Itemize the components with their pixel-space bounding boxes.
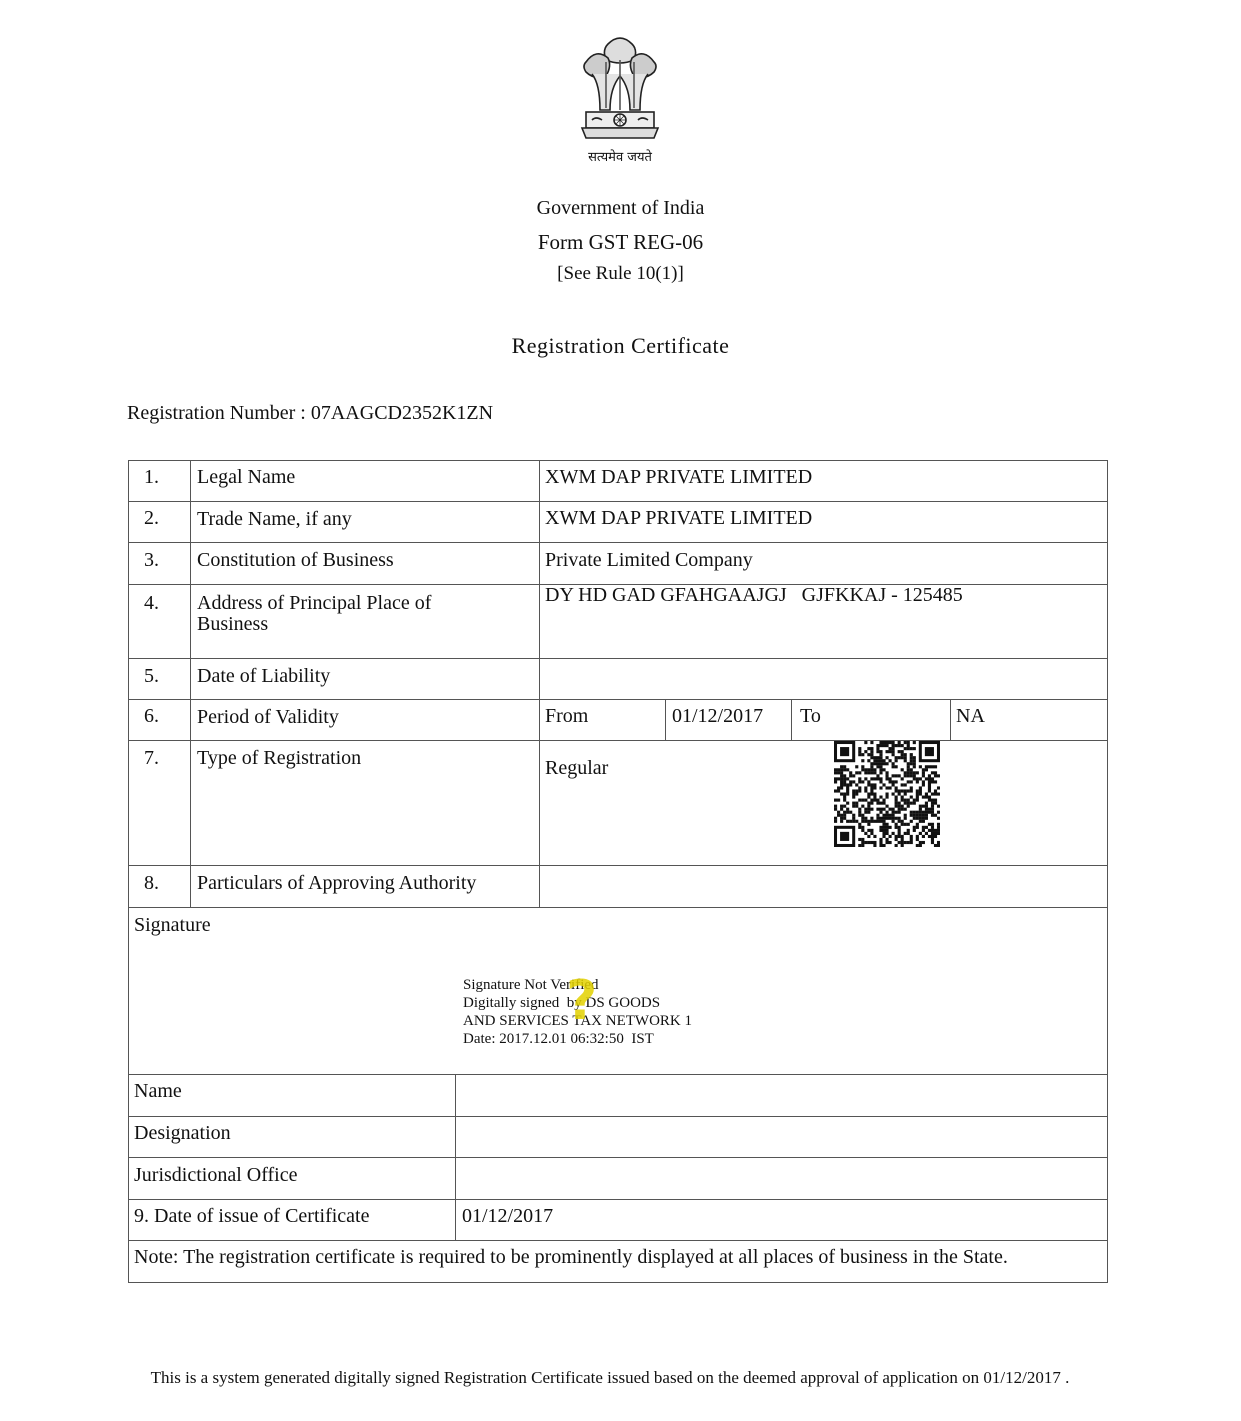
validity-label: Period of Validity <box>197 706 339 728</box>
row-number: 3. <box>144 549 159 571</box>
row-number: 5. <box>144 665 159 687</box>
jurisdictional-office-label: Jurisdictional Office <box>134 1164 298 1186</box>
signature-label: Signature <box>134 914 211 936</box>
signature-signer: Digitally signed by DS GOODS <box>463 995 661 1011</box>
legal-name-label: Legal Name <box>197 466 296 488</box>
validity-to-label: To <box>800 705 821 727</box>
validity-from-value: 01/12/2017 <box>672 705 764 727</box>
row-number: 6. <box>144 705 159 727</box>
national-emblem-icon <box>578 34 662 146</box>
signature-date: Date: 2017.12.01 06:32:50 IST <box>463 1031 654 1047</box>
validity-to-value: NA <box>956 705 985 727</box>
form-title: Form GST REG-06 <box>537 230 704 254</box>
row-number: 2. <box>144 507 159 529</box>
address-value: DY HD GAD GFAHGAAJGJ GJFKKAJ - 125485 <box>545 584 963 606</box>
row-number: 4. <box>144 592 159 614</box>
registration-type-label: Type of Registration <box>197 747 362 769</box>
registration-type-value: Regular <box>545 757 609 779</box>
row-number: 1. <box>144 466 159 488</box>
signature-signer-org: AND SERVICES TAX NETWORK 1 <box>463 1013 692 1029</box>
signature-unverified-icon: ? <box>566 969 598 1032</box>
constitution-value: Private Limited Company <box>545 549 753 571</box>
row-number: 7. <box>144 747 159 769</box>
rule-reference: [See Rule 10(1)] <box>557 263 684 284</box>
trade-name-value: XWM DAP PRIVATE LIMITED <box>545 507 813 529</box>
government-heading: Government of India <box>536 197 705 219</box>
address-label-line1: Address of Principal Place of <box>197 592 432 614</box>
digital-signature-block <box>463 969 692 1048</box>
signature-status: Signature Not Verified <box>463 977 599 993</box>
approving-authority-label: Particulars of Approving Authority <box>197 872 477 894</box>
certificate-title: Registration Certificate <box>511 333 730 358</box>
validity-from-label: From <box>545 705 589 727</box>
legal-name-value: XWM DAP PRIVATE LIMITED <box>545 466 813 488</box>
address-label-line2: Business <box>197 613 269 635</box>
issue-date-label: 9. Date of issue of Certificate <box>134 1205 370 1227</box>
date-of-liability-label: Date of Liability <box>197 665 331 687</box>
qr-code-icon <box>834 741 940 847</box>
name-label: Name <box>134 1080 182 1102</box>
designation-label: Designation <box>134 1122 231 1144</box>
emblem-motto: सत्यमेव जयते <box>588 150 652 165</box>
row-number: 8. <box>144 872 159 894</box>
system-generated-footer: This is a system generated digitally signed Registration Certificate issued based on the deemed approval of application on 01/12/2017 . <box>150 1368 1070 1387</box>
issue-date-value: 01/12/2017 <box>462 1205 554 1227</box>
display-note: Note: The registration certificate is required to be prominently displayed at all places of business in the State. <box>134 1246 1008 1268</box>
constitution-label: Constitution of Business <box>197 549 394 571</box>
trade-name-label: Trade Name, if any <box>197 508 352 530</box>
registration-number: Registration Number : 07AAGCD2352K1ZN <box>127 402 494 424</box>
